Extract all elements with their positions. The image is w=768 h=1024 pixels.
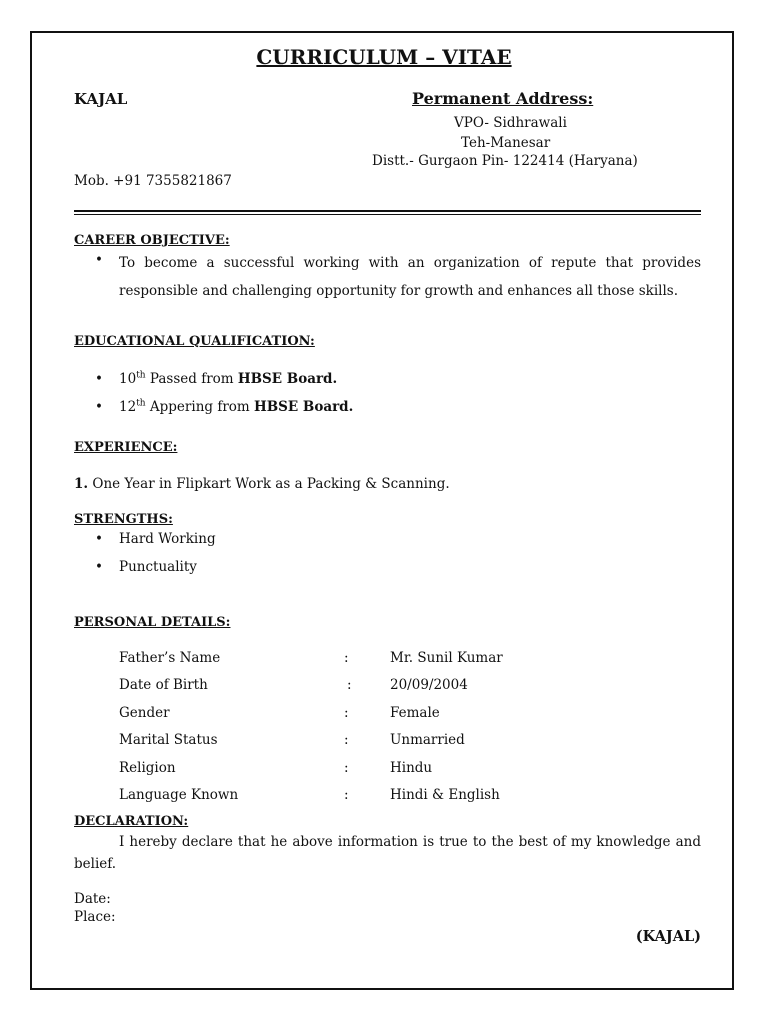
header-divider-thick: [74, 210, 701, 212]
personal-details-heading: PERSONAL DETAILS:: [74, 615, 231, 630]
header-divider-thin: [74, 214, 701, 215]
pd-label: Father’s Name: [119, 650, 221, 666]
bullet-icon: •: [95, 399, 103, 415]
education-item: 10th Passed from HBSE Board.: [119, 370, 338, 387]
date-label: Date:: [74, 891, 111, 907]
address-line-2: Teh-Manesar: [461, 135, 551, 151]
address-heading: Permanent Address:: [412, 89, 594, 108]
address-line-1: VPO- Sidhrawali: [454, 115, 567, 131]
pd-label: Marital Status: [119, 732, 218, 748]
bullet-icon: •: [95, 252, 103, 268]
strength-item: Punctuality: [119, 559, 197, 575]
pd-separator: :: [347, 677, 352, 693]
bullet-icon: •: [95, 559, 103, 575]
pd-value: Mr. Sunil Kumar: [390, 650, 503, 666]
pd-separator: :: [344, 760, 349, 776]
pd-label: Date of Birth: [119, 677, 208, 693]
pd-separator: :: [344, 787, 349, 803]
address-line-3: Distt.- Gurgaon Pin- 122414 (Haryana): [372, 153, 638, 169]
strength-item: Hard Working: [119, 531, 216, 547]
pd-label: Language Known: [119, 787, 239, 803]
candidate-name: KAJAL: [74, 90, 128, 108]
pd-label: Gender: [119, 705, 170, 721]
pd-value: Hindi & English: [390, 787, 500, 803]
pd-separator: :: [344, 650, 349, 666]
career-objective-heading: CAREER OBJECTIVE:: [74, 233, 230, 248]
bullet-icon: •: [95, 531, 103, 547]
pd-label: Religion: [119, 760, 176, 776]
education-heading: EDUCATIONAL QUALIFICATION:: [74, 334, 315, 349]
place-label: Place:: [74, 909, 116, 925]
pd-value: Unmarried: [390, 732, 465, 748]
career-objective-text: To become a successful working with an organization of repute that provides responsible and challenging opportunity for growth and enhances all those skills.: [119, 255, 701, 299]
pd-separator: :: [344, 705, 349, 721]
strengths-heading: STRENGTHS:: [74, 512, 173, 527]
education-item: 12th Appering from HBSE Board.: [119, 398, 354, 415]
experience-heading: EXPERIENCE:: [74, 440, 178, 455]
mobile-number: Mob. +91 7355821867: [74, 173, 232, 189]
pd-value: 20/09/2004: [390, 677, 468, 693]
experience-item: 1. One Year in Flipkart Work as a Packing & Scanning.: [74, 476, 450, 492]
signature-name: (KAJAL): [635, 928, 701, 945]
declaration-text: I hereby declare that he above information is true to the best of my knowledge and belief.: [74, 834, 701, 872]
document-title: CURRICULUM – VITAE: [256, 45, 512, 69]
declaration-heading: DECLARATION:: [74, 814, 189, 829]
pd-value: Hindu: [390, 760, 433, 776]
pd-separator: :: [344, 732, 349, 748]
bullet-icon: •: [95, 371, 103, 387]
pd-value: Female: [390, 705, 440, 721]
